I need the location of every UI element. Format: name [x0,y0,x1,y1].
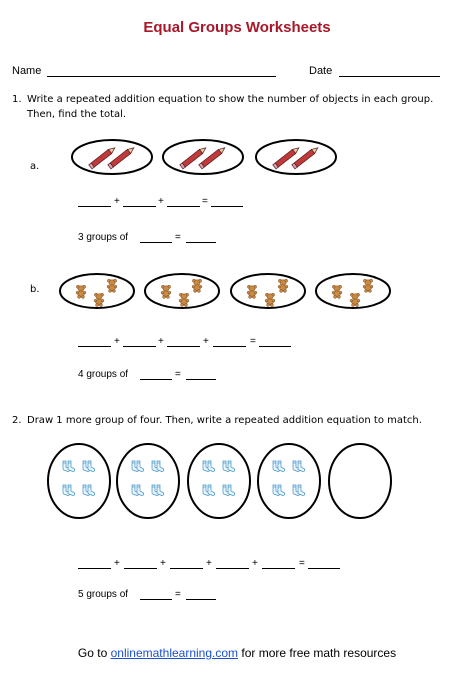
sum-blank-c[interactable] [308,568,340,569]
plus-sign: + [114,558,120,569]
question-1-text-line1: Write a repeated addition equation to show the number of objects in each group. [27,94,434,105]
group-oval [48,444,110,518]
plus-sign: + [252,558,258,569]
plus-sign: + [158,336,164,347]
plus-sign: + [114,336,120,347]
product-blank-c[interactable] [186,599,216,600]
equals-sign: = [175,369,181,380]
question-2-number: 2. [12,415,22,426]
name-label: Name [12,65,42,77]
groups-of-text-c: 5 groups of [78,589,129,600]
question-1-text-line2: Then, find the total. [27,109,127,120]
plus-sign: + [114,196,120,207]
addend-blank-c1[interactable] [78,568,111,569]
groups-of-text-a: 3 groups of [78,232,129,243]
group-oval [258,444,320,518]
footer-prefix: Go to [77,646,108,660]
footer-suffix: for more free math resources [241,646,397,660]
equals-sign: = [250,336,256,347]
date-label: Date [309,65,333,77]
group-oval [117,444,179,518]
plus-sign: + [158,196,164,207]
part-b-label: b. [30,284,40,295]
empty-group-oval[interactable] [329,444,391,518]
plus-sign: + [160,558,166,569]
equals-sign: = [175,232,181,243]
addend-blank-c4[interactable] [216,568,249,569]
part-a-label: a. [30,161,40,172]
addend-blank-c2[interactable] [124,568,157,569]
equals-sign: = [202,196,208,207]
groups-of-text-b: 4 groups of [78,369,129,380]
addend-blank-c5[interactable] [262,568,295,569]
footer [0,646,474,660]
groups-of-blank-c[interactable] [140,599,172,600]
addend-blank-c3[interactable] [170,568,203,569]
worksheet-title: Equal Groups Worksheets [143,19,331,36]
equals-sign: = [299,558,305,569]
group-oval [188,444,250,518]
plus-sign: + [206,558,212,569]
question-2-text: Draw 1 more group of four. Then, write a repeated addition equation to match. [27,415,422,426]
plus-sign: + [203,336,209,347]
question-1-number: 1. [12,94,22,105]
equals-sign: = [175,589,181,600]
footer-link[interactable]: onlinemathlearning.com [110,646,239,660]
